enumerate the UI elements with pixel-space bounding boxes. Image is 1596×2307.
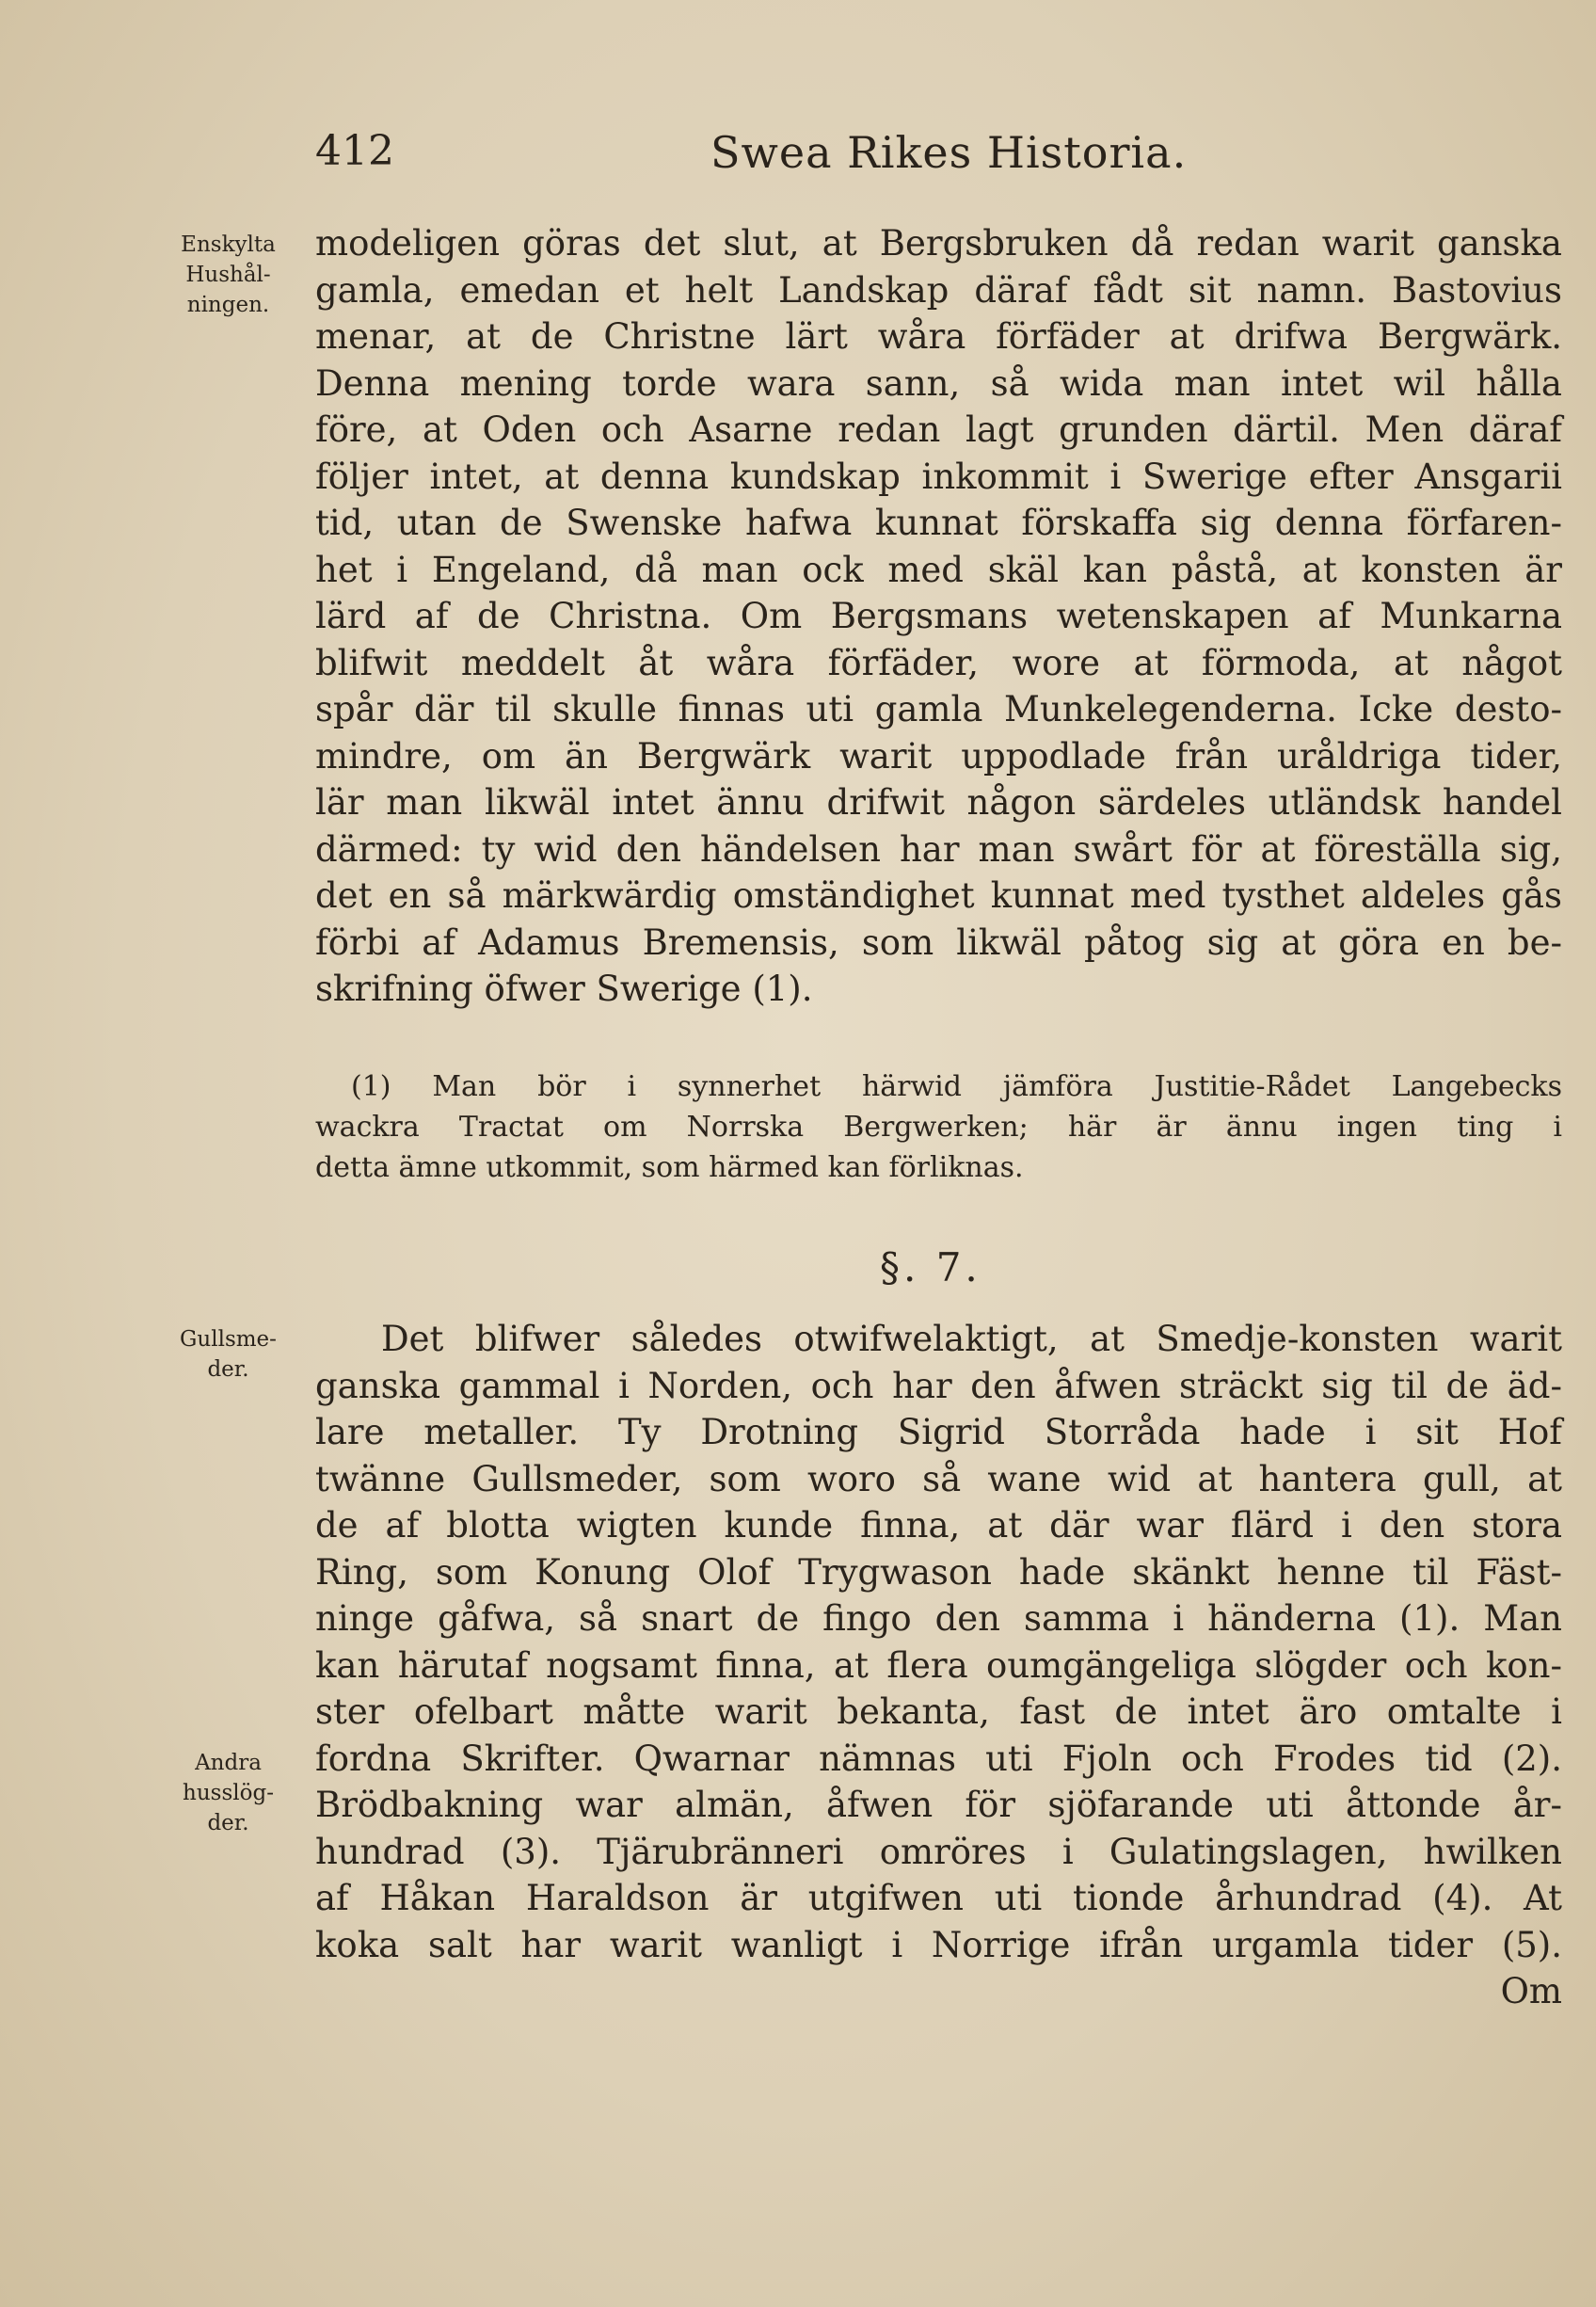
footnote-1: (1) Man bör i synnerhet härwid jämföra Justitie-Rådet Langebecks wackra Tractat om Norrska Bergwerken; här är ännu ingen ting i detta ämne utkommit, som härmed kan förliknas. xyxy=(315,1070,1562,1184)
running-title: Swea Rikes Historia. xyxy=(710,127,1188,178)
paragraph-2: Det blifwer således otwifwelaktigt, at Smedje-konsten warit ganska gammal i Norden, och har den åfwen sträckt sig til de äd- lare metaller. Ty Drotning Sigrid Storråda hade i sit Hof twänne Gullsmeder, som woro så wane wid at hantera gull, at de af blotta wigten kunde finna, at där war flärd i den stora Ring, som Konung Olof Trygwason hade skänkt henne til Fäst- ninge gåfwa, så snart de fingo den samma i händerna (1). Man kan härutaf nogsamt finna, at flera oumgängeliga slögder och kon- ster ofelbart måtte warit bekanta, fast de intet äro omtalte i fordna Skrifter. Qwarnar nämnas uti Fjoln och Frodes tid (2). Brödbakning war almän, åfwen för sjöfarande uti åttonde år- hundrad (3). Tjärubränneri omröres i Gulatingslagen, hwilken af Håkan Haraldson är utgifwen uti tionde århundrad (4). At koka salt har warit wanligt i Norrige ifrån urgamla tider (5). Om xyxy=(315,1316,1562,2015)
page-number: 412 xyxy=(315,127,394,175)
margin-note-household: Enskylta Hushål- ningen. xyxy=(181,232,276,317)
catchword: Om xyxy=(1500,1971,1562,2011)
margin-note-goldsmiths: Gullsme- der. xyxy=(180,1327,277,1382)
page-header xyxy=(315,127,1539,184)
section-heading: §. 7. xyxy=(880,1244,982,1290)
paragraph-1: modeligen göras det slut, at Bergsbruken då redan warit ganska gamla, emedan et helt Landskap däraf fådt sit namn. Bastovius menar, at de Christne lärt wåra förfäder at drifwa Bergwärk. Denna mening torde wara sann, så wida man intet wil hålla före, at Oden och Asarne redan lagt grunden därtil. Men däraf följer intet, at denna kundskap inkommit i Swerige efter Ansgarii tid, utan de Swenske hafwa kunnat förskaffa sig denna förfaren- het i Engeland, då man ock med skäl kan påstå, at konsten är lärd af de Christna. Om Bergsmans wetenskapen af Munkarna blifwit meddelt åt wåra förfäder, wore at förmoda, at något spår där til skulle finnas uti gamla Munkelegenderna. Icke desto- mindre, om än Bergwärk warit uppodlade från uråldriga tider, lär man likwäl intet ännu drifwit någon särdeles utländsk handel därmed: ty wid den händelsen har man swårt för at föreställa sig, det en så märkwärdig omständighet kunnat med tysthet aldeles gås förbi af Adamus Bremensis, som likwäl påtog sig at göra en be- skrifning öfwer Swerige (1). xyxy=(315,223,1562,1009)
margin-note-other-crafts: Andra husslög- der. xyxy=(183,1751,274,1835)
